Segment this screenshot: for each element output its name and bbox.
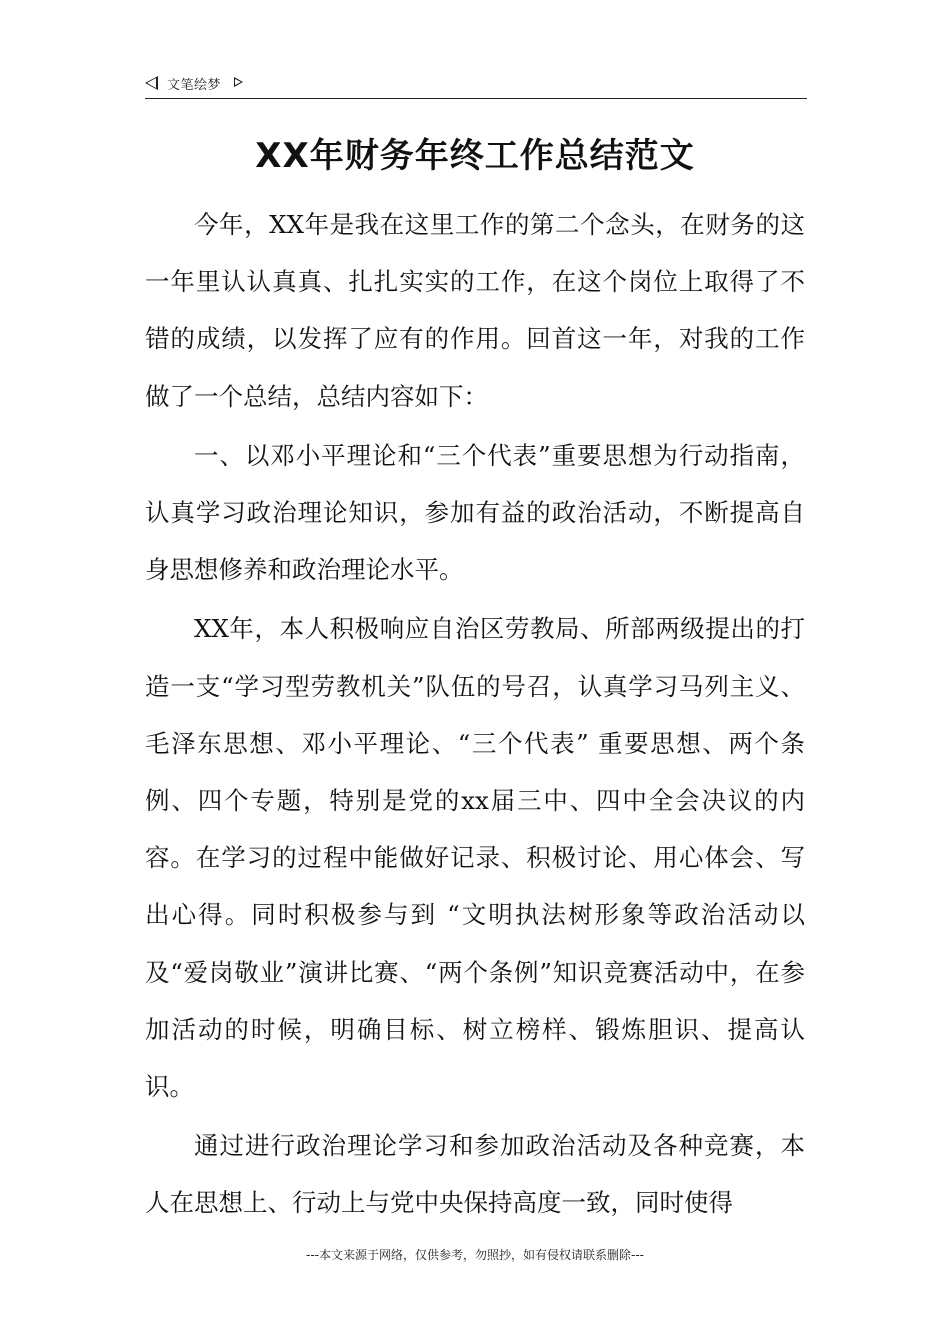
triangle-left-icon: [145, 76, 158, 90]
paragraph-study: XX年，本人积极响应自治区劳教局、所部两级提出的打造一支“学习型劳教机关”队伍的号召，认真学习马列主义、毛泽东思想、邓小平理论、“三个代表” 重要思想、两个条例、四个专题，特别是党的xx届三中、四中全会决议的内容。在学习的过程中能做好记录、积极讨论、用心体会、写出心得。同时积极参与到 “文明执法树形象等政治活动以及“爱岗敬业”演讲比赛、“两个条例”知识竞赛活动中，在参加活动的时候，明确目标、树立榜样、锻炼胆识、提高认识。: [145, 614, 805, 1102]
page-header: [145, 72, 807, 99]
header-label: 文笔绘梦: [167, 78, 222, 93]
paragraph-section-one: 一、以邓小平理论和“三个代表”重要思想为行动指南，认真学习政治理论知识，参加有益的政治活动，不断提高自身思想修养和政治理论水平。: [145, 440, 805, 585]
document-body: [145, 196, 805, 1232]
footer-notice: ---本文来源于网络，仅供参考，勿照抄，如有侵权请联系删除---: [306, 1248, 644, 1262]
document-title: XX年财务年终工作总结范文: [255, 136, 695, 176]
paragraph-intro: 今年，XX年是我在这里工作的第二个念头，在财务的这一年里认认真真、扎扎实实的工作，在这个岗位上取得了不错的成绩，以发挥了应有的作用。回首这一年，对我的工作做了一个总结，总结内容如下：: [145, 210, 805, 411]
paragraph-result: 通过进行政治理论学习和参加政治活动及各种竞赛，本人在思想上、行动上与党中央保持高度一致，同时使得: [145, 1131, 805, 1218]
triangle-right-icon: [234, 77, 243, 87]
